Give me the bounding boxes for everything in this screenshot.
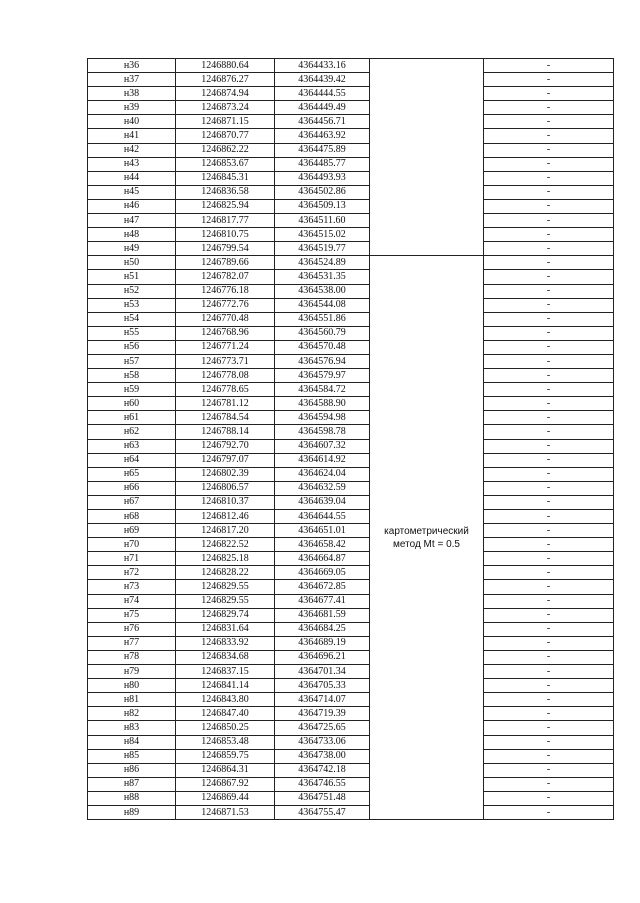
x-coordinate-cell: 1246771.24 xyxy=(176,340,275,354)
point-id-cell: н53 xyxy=(88,298,176,312)
description-cell: - xyxy=(484,481,614,495)
point-id-cell: н52 xyxy=(88,284,176,298)
point-id-cell: н88 xyxy=(88,791,176,805)
y-coordinate-cell: 4364644.55 xyxy=(275,510,370,524)
table-row xyxy=(88,594,614,608)
method-cell xyxy=(370,59,484,256)
x-coordinate-cell: 1246810.75 xyxy=(176,228,275,242)
table-row xyxy=(88,270,614,284)
table-row xyxy=(88,383,614,397)
point-id-cell: н72 xyxy=(88,566,176,580)
description-cell: - xyxy=(484,735,614,749)
table-row xyxy=(88,495,614,509)
x-coordinate-cell: 1246829.74 xyxy=(176,608,275,622)
table-row xyxy=(88,143,614,157)
y-coordinate-cell: 4364475.89 xyxy=(275,143,370,157)
table-row xyxy=(88,397,614,411)
table-row xyxy=(88,763,614,777)
table-row xyxy=(88,298,614,312)
x-coordinate-cell: 1246870.77 xyxy=(176,129,275,143)
point-id-cell: н79 xyxy=(88,665,176,679)
table-row xyxy=(88,650,614,664)
description-cell: - xyxy=(484,185,614,199)
point-id-cell: н41 xyxy=(88,129,176,143)
table-row xyxy=(88,580,614,594)
y-coordinate-cell: 4364531.35 xyxy=(275,270,370,284)
x-coordinate-cell: 1246853.48 xyxy=(176,735,275,749)
description-cell: - xyxy=(484,636,614,650)
y-coordinate-cell: 4364588.90 xyxy=(275,397,370,411)
description-cell: - xyxy=(484,721,614,735)
y-coordinate-cell: 4364719.39 xyxy=(275,707,370,721)
point-id-cell: н74 xyxy=(88,594,176,608)
y-coordinate-cell: 4364684.25 xyxy=(275,622,370,636)
table-row xyxy=(88,721,614,735)
description-cell: - xyxy=(484,143,614,157)
description-cell: - xyxy=(484,707,614,721)
y-coordinate-cell: 4364672.85 xyxy=(275,580,370,594)
point-id-cell: н48 xyxy=(88,228,176,242)
x-coordinate-cell: 1246862.22 xyxy=(176,143,275,157)
method-cell: картометрический метод Mt = 0.5 xyxy=(370,256,484,820)
table-row xyxy=(88,453,614,467)
table-row xyxy=(88,101,614,115)
y-coordinate-cell: 4364444.55 xyxy=(275,87,370,101)
point-id-cell: н39 xyxy=(88,101,176,115)
y-coordinate-cell: 4364751.48 xyxy=(275,791,370,805)
y-coordinate-cell: 4364746.55 xyxy=(275,777,370,791)
table-row xyxy=(88,510,614,524)
x-coordinate-cell: 1246834.68 xyxy=(176,650,275,664)
description-cell: - xyxy=(484,805,614,819)
point-id-cell: н57 xyxy=(88,354,176,368)
description-cell: - xyxy=(484,425,614,439)
description-cell: - xyxy=(484,538,614,552)
x-coordinate-cell: 1246829.55 xyxy=(176,594,275,608)
y-coordinate-cell: 4364515.02 xyxy=(275,228,370,242)
description-cell: - xyxy=(484,510,614,524)
table-row xyxy=(88,481,614,495)
x-coordinate-cell: 1246874.94 xyxy=(176,87,275,101)
x-coordinate-cell: 1246841.14 xyxy=(176,679,275,693)
point-id-cell: н38 xyxy=(88,87,176,101)
y-coordinate-cell: 4364738.00 xyxy=(275,749,370,763)
x-coordinate-cell: 1246770.48 xyxy=(176,312,275,326)
point-id-cell: н69 xyxy=(88,524,176,538)
point-id-cell: н78 xyxy=(88,650,176,664)
description-cell: - xyxy=(484,369,614,383)
description-cell: - xyxy=(484,214,614,228)
point-id-cell: н51 xyxy=(88,270,176,284)
table-row xyxy=(88,326,614,340)
description-cell: - xyxy=(484,87,614,101)
y-coordinate-cell: 4364433.16 xyxy=(275,59,370,73)
x-coordinate-cell: 1246836.58 xyxy=(176,185,275,199)
description-cell: - xyxy=(484,383,614,397)
coordinates-table-body xyxy=(88,59,614,820)
table-row xyxy=(88,693,614,707)
point-id-cell: н85 xyxy=(88,749,176,763)
table-row xyxy=(88,157,614,171)
y-coordinate-cell: 4364598.78 xyxy=(275,425,370,439)
point-id-cell: н54 xyxy=(88,312,176,326)
table-row xyxy=(88,256,614,270)
x-coordinate-cell: 1246829.55 xyxy=(176,580,275,594)
description-cell: - xyxy=(484,171,614,185)
point-id-cell: н71 xyxy=(88,552,176,566)
table-row xyxy=(88,622,614,636)
y-coordinate-cell: 4364651.01 xyxy=(275,524,370,538)
y-coordinate-cell: 4364639.04 xyxy=(275,495,370,509)
description-cell: - xyxy=(484,791,614,805)
description-cell: - xyxy=(484,566,614,580)
y-coordinate-cell: 4364509.13 xyxy=(275,199,370,213)
y-coordinate-cell: 4364519.77 xyxy=(275,242,370,256)
y-coordinate-cell: 4364755.47 xyxy=(275,805,370,819)
point-id-cell: н84 xyxy=(88,735,176,749)
table-row xyxy=(88,439,614,453)
point-id-cell: н50 xyxy=(88,256,176,270)
x-coordinate-cell: 1246825.18 xyxy=(176,552,275,566)
table-row xyxy=(88,73,614,87)
y-coordinate-cell: 4364579.97 xyxy=(275,369,370,383)
y-coordinate-cell: 4364742.18 xyxy=(275,763,370,777)
y-coordinate-cell: 4364584.72 xyxy=(275,383,370,397)
table-row xyxy=(88,171,614,185)
description-cell: - xyxy=(484,439,614,453)
x-coordinate-cell: 1246850.25 xyxy=(176,721,275,735)
x-coordinate-cell: 1246768.96 xyxy=(176,326,275,340)
x-coordinate-cell: 1246880.64 xyxy=(176,59,275,73)
description-cell: - xyxy=(484,326,614,340)
y-coordinate-cell: 4364576.94 xyxy=(275,354,370,368)
table-row xyxy=(88,425,614,439)
x-coordinate-cell: 1246778.08 xyxy=(176,369,275,383)
x-coordinate-cell: 1246810.37 xyxy=(176,495,275,509)
description-cell: - xyxy=(484,256,614,270)
y-coordinate-cell: 4364733.06 xyxy=(275,735,370,749)
point-id-cell: н47 xyxy=(88,214,176,228)
y-coordinate-cell: 4364502.86 xyxy=(275,185,370,199)
point-id-cell: н60 xyxy=(88,397,176,411)
table-row xyxy=(88,749,614,763)
description-cell: - xyxy=(484,129,614,143)
point-id-cell: н44 xyxy=(88,171,176,185)
point-id-cell: н58 xyxy=(88,369,176,383)
description-cell: - xyxy=(484,763,614,777)
x-coordinate-cell: 1246778.65 xyxy=(176,383,275,397)
y-coordinate-cell: 4364463.92 xyxy=(275,129,370,143)
table-row xyxy=(88,524,614,538)
point-id-cell: н82 xyxy=(88,707,176,721)
description-cell: - xyxy=(484,693,614,707)
point-id-cell: н36 xyxy=(88,59,176,73)
y-coordinate-cell: 4364439.42 xyxy=(275,73,370,87)
point-id-cell: н83 xyxy=(88,721,176,735)
x-coordinate-cell: 1246833.92 xyxy=(176,636,275,650)
y-coordinate-cell: 4364551.86 xyxy=(275,312,370,326)
description-cell: - xyxy=(484,284,614,298)
point-id-cell: н65 xyxy=(88,467,176,481)
y-coordinate-cell: 4364524.89 xyxy=(275,256,370,270)
description-cell: - xyxy=(484,298,614,312)
y-coordinate-cell: 4364449.49 xyxy=(275,101,370,115)
y-coordinate-cell: 4364658.42 xyxy=(275,538,370,552)
description-cell: - xyxy=(484,354,614,368)
table-row xyxy=(88,636,614,650)
point-id-cell: н77 xyxy=(88,636,176,650)
x-coordinate-cell: 1246788.14 xyxy=(176,425,275,439)
x-coordinate-cell: 1246789.66 xyxy=(176,256,275,270)
point-id-cell: н76 xyxy=(88,622,176,636)
x-coordinate-cell: 1246869.44 xyxy=(176,791,275,805)
description-cell: - xyxy=(484,777,614,791)
point-id-cell: н43 xyxy=(88,157,176,171)
x-coordinate-cell: 1246845.31 xyxy=(176,171,275,185)
table-row xyxy=(88,312,614,326)
y-coordinate-cell: 4364714.07 xyxy=(275,693,370,707)
x-coordinate-cell: 1246799.54 xyxy=(176,242,275,256)
y-coordinate-cell: 4364664.87 xyxy=(275,552,370,566)
point-id-cell: н59 xyxy=(88,383,176,397)
coordinates-table xyxy=(87,58,614,820)
x-coordinate-cell: 1246859.75 xyxy=(176,749,275,763)
description-cell: - xyxy=(484,340,614,354)
table-row xyxy=(88,214,614,228)
table-row xyxy=(88,87,614,101)
y-coordinate-cell: 4364538.00 xyxy=(275,284,370,298)
description-cell: - xyxy=(484,524,614,538)
table-row xyxy=(88,791,614,805)
y-coordinate-cell: 4364594.98 xyxy=(275,411,370,425)
point-id-cell: н42 xyxy=(88,143,176,157)
x-coordinate-cell: 1246873.24 xyxy=(176,101,275,115)
description-cell: - xyxy=(484,594,614,608)
description-cell: - xyxy=(484,665,614,679)
table-row xyxy=(88,467,614,481)
description-cell: - xyxy=(484,552,614,566)
table-row xyxy=(88,777,614,791)
description-cell: - xyxy=(484,312,614,326)
x-coordinate-cell: 1246776.18 xyxy=(176,284,275,298)
point-id-cell: н68 xyxy=(88,510,176,524)
y-coordinate-cell: 4364632.59 xyxy=(275,481,370,495)
table-row xyxy=(88,185,614,199)
table-row xyxy=(88,608,614,622)
point-id-cell: н37 xyxy=(88,73,176,87)
point-id-cell: н45 xyxy=(88,185,176,199)
y-coordinate-cell: 4364677.41 xyxy=(275,594,370,608)
x-coordinate-cell: 1246817.20 xyxy=(176,524,275,538)
y-coordinate-cell: 4364607.32 xyxy=(275,439,370,453)
table-row xyxy=(88,369,614,383)
description-cell: - xyxy=(484,242,614,256)
y-coordinate-cell: 4364705.33 xyxy=(275,679,370,693)
table-row xyxy=(88,679,614,693)
table-row xyxy=(88,735,614,749)
x-coordinate-cell: 1246867.92 xyxy=(176,777,275,791)
description-cell: - xyxy=(484,59,614,73)
point-id-cell: н64 xyxy=(88,453,176,467)
y-coordinate-cell: 4364485.77 xyxy=(275,157,370,171)
table-row xyxy=(88,552,614,566)
description-cell: - xyxy=(484,749,614,763)
x-coordinate-cell: 1246837.15 xyxy=(176,665,275,679)
x-coordinate-cell: 1246847.40 xyxy=(176,707,275,721)
x-coordinate-cell: 1246871.15 xyxy=(176,115,275,129)
description-cell: - xyxy=(484,115,614,129)
x-coordinate-cell: 1246772.76 xyxy=(176,298,275,312)
description-cell: - xyxy=(484,495,614,509)
point-id-cell: н73 xyxy=(88,580,176,594)
point-id-cell: н40 xyxy=(88,115,176,129)
description-cell: - xyxy=(484,397,614,411)
x-coordinate-cell: 1246784.54 xyxy=(176,411,275,425)
point-id-cell: н56 xyxy=(88,340,176,354)
point-id-cell: н55 xyxy=(88,326,176,340)
table-row xyxy=(88,411,614,425)
y-coordinate-cell: 4364689.19 xyxy=(275,636,370,650)
table-row xyxy=(88,199,614,213)
table-row xyxy=(88,707,614,721)
y-coordinate-cell: 4364701.34 xyxy=(275,665,370,679)
y-coordinate-cell: 4364493.93 xyxy=(275,171,370,185)
point-id-cell: н67 xyxy=(88,495,176,509)
x-coordinate-cell: 1246792.70 xyxy=(176,439,275,453)
x-coordinate-cell: 1246825.94 xyxy=(176,199,275,213)
table-row xyxy=(88,566,614,580)
point-id-cell: н46 xyxy=(88,199,176,213)
x-coordinate-cell: 1246781.12 xyxy=(176,397,275,411)
table-row xyxy=(88,242,614,256)
table-row xyxy=(88,805,614,819)
x-coordinate-cell: 1246782.07 xyxy=(176,270,275,284)
y-coordinate-cell: 4364669.05 xyxy=(275,566,370,580)
table-row xyxy=(88,129,614,143)
table-row xyxy=(88,340,614,354)
x-coordinate-cell: 1246822.52 xyxy=(176,538,275,552)
y-coordinate-cell: 4364681.59 xyxy=(275,608,370,622)
description-cell: - xyxy=(484,228,614,242)
description-cell: - xyxy=(484,101,614,115)
x-coordinate-cell: 1246864.31 xyxy=(176,763,275,777)
x-coordinate-cell: 1246806.57 xyxy=(176,481,275,495)
point-id-cell: н89 xyxy=(88,805,176,819)
x-coordinate-cell: 1246871.53 xyxy=(176,805,275,819)
table-row xyxy=(88,59,614,73)
description-cell: - xyxy=(484,622,614,636)
y-coordinate-cell: 4364570.48 xyxy=(275,340,370,354)
point-id-cell: н61 xyxy=(88,411,176,425)
x-coordinate-cell: 1246797.07 xyxy=(176,453,275,467)
y-coordinate-cell: 4364624.04 xyxy=(275,467,370,481)
x-coordinate-cell: 1246843.80 xyxy=(176,693,275,707)
point-id-cell: н75 xyxy=(88,608,176,622)
point-id-cell: н62 xyxy=(88,425,176,439)
y-coordinate-cell: 4364614.92 xyxy=(275,453,370,467)
point-id-cell: н66 xyxy=(88,481,176,495)
point-id-cell: н87 xyxy=(88,777,176,791)
y-coordinate-cell: 4364456.71 xyxy=(275,115,370,129)
description-cell: - xyxy=(484,608,614,622)
x-coordinate-cell: 1246817.77 xyxy=(176,214,275,228)
description-cell: - xyxy=(484,580,614,594)
description-cell: - xyxy=(484,411,614,425)
point-id-cell: н80 xyxy=(88,679,176,693)
x-coordinate-cell: 1246831.64 xyxy=(176,622,275,636)
y-coordinate-cell: 4364696.21 xyxy=(275,650,370,664)
table-row xyxy=(88,354,614,368)
x-coordinate-cell: 1246802.39 xyxy=(176,467,275,481)
description-cell: - xyxy=(484,157,614,171)
table-row xyxy=(88,665,614,679)
point-id-cell: н49 xyxy=(88,242,176,256)
y-coordinate-cell: 4364725.65 xyxy=(275,721,370,735)
point-id-cell: н70 xyxy=(88,538,176,552)
y-coordinate-cell: 4364544.08 xyxy=(275,298,370,312)
point-id-cell: н63 xyxy=(88,439,176,453)
y-coordinate-cell: 4364511.60 xyxy=(275,214,370,228)
x-coordinate-cell: 1246812.46 xyxy=(176,510,275,524)
description-cell: - xyxy=(484,650,614,664)
description-cell: - xyxy=(484,679,614,693)
table-row xyxy=(88,538,614,552)
description-cell: - xyxy=(484,73,614,87)
x-coordinate-cell: 1246828.22 xyxy=(176,566,275,580)
table-row xyxy=(88,284,614,298)
table-row xyxy=(88,228,614,242)
point-id-cell: н81 xyxy=(88,693,176,707)
y-coordinate-cell: 4364560.79 xyxy=(275,326,370,340)
description-cell: - xyxy=(484,199,614,213)
description-cell: - xyxy=(484,467,614,481)
table-row xyxy=(88,115,614,129)
description-cell: - xyxy=(484,270,614,284)
description-cell: - xyxy=(484,453,614,467)
x-coordinate-cell: 1246773.71 xyxy=(176,354,275,368)
x-coordinate-cell: 1246876.27 xyxy=(176,73,275,87)
point-id-cell: н86 xyxy=(88,763,176,777)
x-coordinate-cell: 1246853.67 xyxy=(176,157,275,171)
